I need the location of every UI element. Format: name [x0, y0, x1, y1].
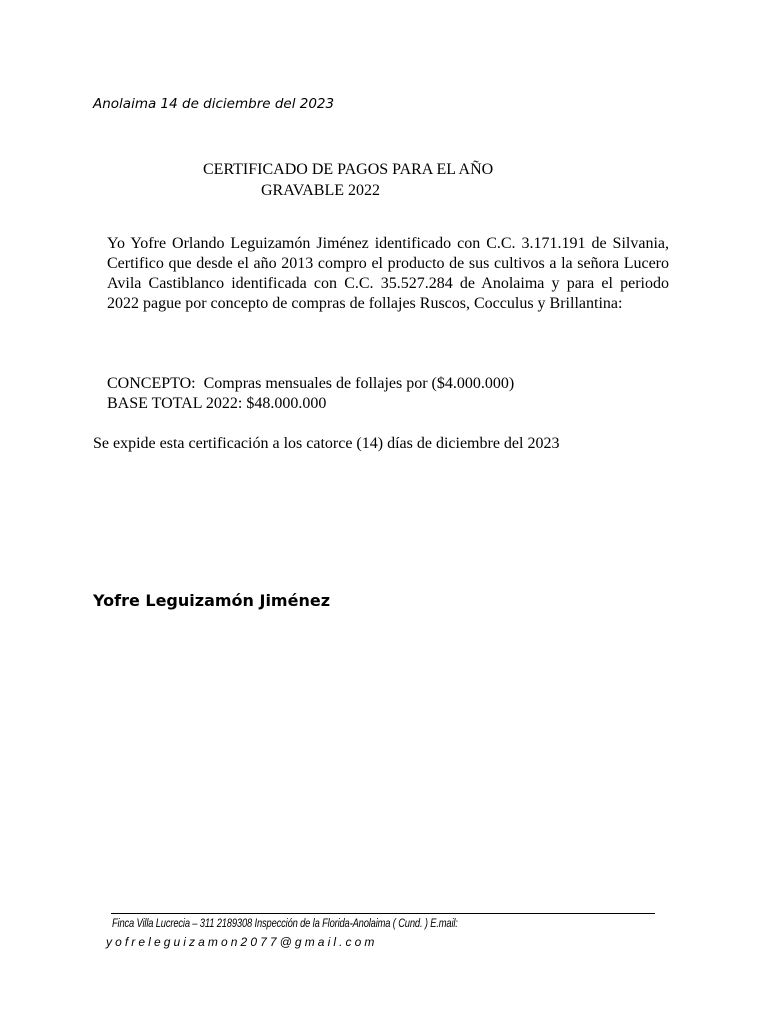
footer-email: yofreleguizamon2077@gmail.com — [106, 935, 378, 949]
signature-name: Yofre Leguizamón Jiménez — [93, 591, 331, 610]
base-total-line: BASE TOTAL 2022: $48.000.000 — [107, 395, 327, 412]
issue-statement: Se expide esta certificación a los catorce (14) días de diciembre del 2023 — [93, 435, 560, 452]
concept-label: CONCEPTO: — [107, 375, 196, 392]
certificate-title-line-2: GRAVABLE 2022 — [261, 182, 380, 199]
certificate-title-line-1: CERTIFICADO DE PAGOS PARA EL AÑO — [203, 161, 494, 178]
certificate-body-paragraph: Yo Yofre Orlando Leguizamón Jiménez identificado con C.C. 3.171.191 de Silvania, Certifico que desde el año 2013 compro el producto de sus cultivos a la señora Lucero Avila Castiblanco identificada con C.C. 35.527.284 de Anolaima y para el periodo 2022 pague por concepto de compras de follajes Ruscos, Cocculus y Brillantina: — [107, 235, 669, 312]
footer-contact-line: Finca Villa Lucrecia – 311 2189308 Inspección de la Florida-Anolaima ( Cund. ) E.mail: — [112, 916, 458, 930]
concept-value: Compras mensuales de follajes por ($4.000.000) — [203, 375, 515, 392]
footer-divider — [111, 913, 655, 914]
date-line: Anolaima 14 de diciembre del 2023 — [93, 96, 335, 112]
concept-line — [107, 375, 514, 393]
